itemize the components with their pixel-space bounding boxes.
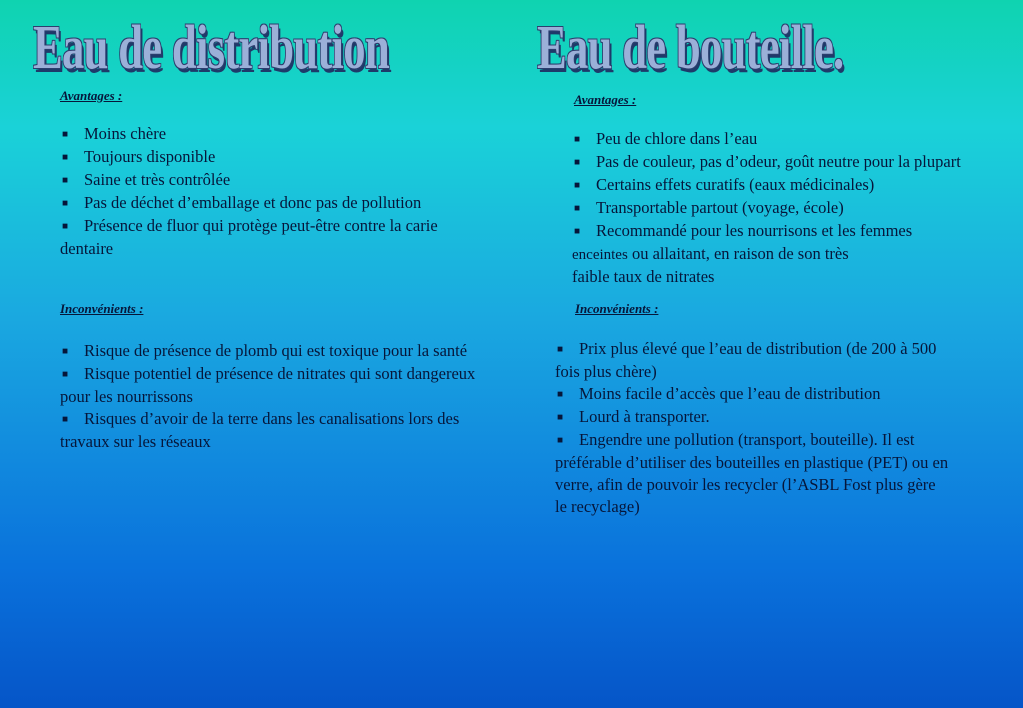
- square-bullet-icon: ■: [62, 152, 69, 163]
- list-item: ■ Pas de déchet d’emballage et donc pas de pollution: [60, 192, 520, 215]
- square-bullet-icon: ■: [557, 344, 564, 355]
- right-disadvantages-list: [555, 338, 1015, 518]
- square-bullet-icon: ■: [557, 389, 564, 400]
- list-item: ■ Risques d’avoir de la terre dans les canalisations lors des travaux sur les réseaux: [60, 409, 460, 451]
- left-disadvantages-heading: Inconvénients :: [60, 301, 144, 316]
- list-item: ■ Pas de couleur, pas d’odeur, goût neutre pour la plupart: [572, 151, 1017, 174]
- list-item: ■ Prix plus élevé que l’eau de distribution (de 200 à 500 fois plus chère): [555, 339, 937, 381]
- list-item: ■ Risque potentiel de présence de nitrates qui sont dangereux pour les nourrissons: [60, 364, 476, 406]
- list-item: ■ Moins facile d’accès que l’eau de distribution: [555, 383, 1015, 406]
- square-bullet-icon: ■: [62, 129, 69, 140]
- list-item: ■ Transportable partout (voyage, école): [572, 197, 1017, 220]
- square-bullet-icon: ■: [62, 414, 69, 425]
- square-bullet-icon: ■: [574, 226, 581, 237]
- list-item: ■ Toujours disponible: [60, 146, 520, 169]
- list-item: ■ Peu de chlore dans l’eau: [572, 128, 1017, 151]
- square-bullet-icon: ■: [557, 412, 564, 423]
- list-item: ■ Certains effets curatifs (eaux médicinales): [572, 174, 1017, 197]
- list-item: ■ Engendre une pollution (transport, bouteille). Il est préférable d’utiliser des bouteilles en plastique (PET) ou en verre, afin de pouvoir les recycler (l’ASBL Fost plus gère le recyclage): [555, 430, 949, 516]
- right-disadvantages-heading: Inconvénients :: [575, 301, 659, 316]
- square-bullet-icon: ■: [62, 221, 69, 232]
- list-item: ■ Recommandé pour les nourrisons et les femmes enceintes ou allaitant, en raison de son très faible taux de nitrates: [572, 221, 913, 286]
- square-bullet-icon: ■: [574, 180, 581, 191]
- list-item: ■ Lourd à transporter.: [555, 406, 1015, 429]
- square-bullet-icon: ■: [574, 157, 581, 168]
- list-item: ■ Saine et très contrôlée: [60, 169, 520, 192]
- title-eau-de-bouteille: Eau de bouteille.: [537, 14, 844, 82]
- square-bullet-icon: ■: [62, 175, 69, 186]
- right-advantages-heading: Avantages :: [574, 92, 637, 107]
- left-advantages-list: [60, 123, 520, 260]
- square-bullet-icon: ■: [574, 203, 581, 214]
- title-eau-de-distribution: Eau de distribution: [33, 14, 389, 82]
- left-advantages-heading: Avantages :: [60, 88, 123, 103]
- list-item: ■ Présence de fluor qui protège peut-être contre la carie dentaire: [60, 216, 438, 258]
- left-disadvantages-list: [60, 340, 530, 453]
- square-bullet-icon: ■: [574, 134, 581, 145]
- square-bullet-icon: ■: [62, 369, 69, 380]
- square-bullet-icon: ■: [557, 435, 564, 446]
- list-item: ■ Moins chère: [60, 123, 520, 146]
- right-advantages-list: [572, 128, 1017, 288]
- square-bullet-icon: ■: [62, 346, 69, 357]
- list-item: ■ Risque de présence de plomb qui est toxique pour la santé: [60, 340, 530, 363]
- square-bullet-icon: ■: [62, 198, 69, 209]
